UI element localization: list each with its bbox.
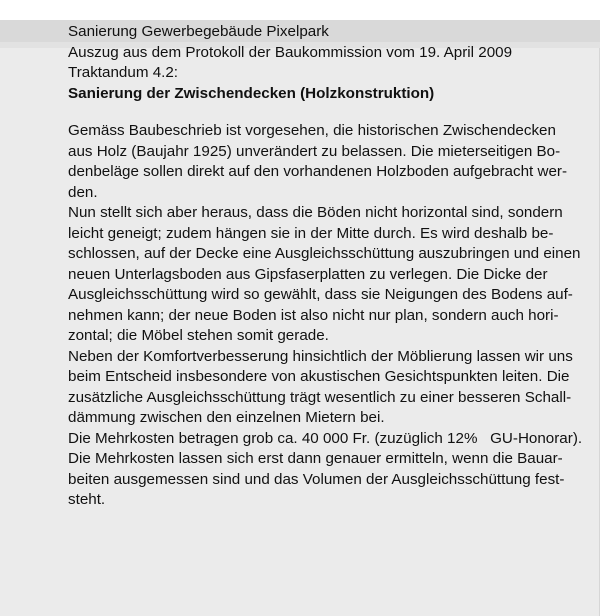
paragraph-3 (68, 347, 594, 429)
text-line: Die Mehrkosten lassen sich erst dann genauer ermitteln, wenn die Bauar- (68, 450, 563, 467)
paragraph-1 (68, 121, 594, 203)
paragraph-5 (68, 449, 594, 511)
text-line: zusätzliche Ausgleichsschüttung trägt wesentlich zu einer besseren Schall- (68, 388, 572, 406)
text-line: dämmung zwischen den einzelnen Mietern bei. (68, 409, 385, 426)
text-line: zontal; die Möbel stehen somit gerade. (68, 327, 329, 344)
text-line: neuen Unterlagsboden aus Gipsfaserplatten zu verlegen. Die Dicke der (68, 265, 548, 283)
agenda-item: Traktandum 4.2: (68, 64, 179, 81)
text-line: schlossen, auf der Decke eine Ausgleichsschüttung auszubringen und einen (68, 245, 581, 262)
text-line: leicht geneigt; zudem hängen sie in der Mitte durch. Es wird deshalb be- (68, 224, 554, 242)
text-line: denbeläge sollen direkt auf den vorhandenen Holzboden aufgebracht wer- (68, 163, 568, 180)
paragraph-costs (68, 429, 594, 450)
paragraph-2 (68, 203, 594, 347)
text-line: Nun stellt sich aber heraus, dass die Böden nicht horizontal sind, sondern (68, 204, 563, 221)
text-line: aus Holz (Baujahr 1925) unverändert zu belassen. Die mieterseitigen Bo- (68, 142, 561, 160)
protocol-excerpt-title: Auszug aus dem Protokoll der Baukommission vom 19. April 2009 (68, 43, 513, 61)
top-margin (0, 0, 600, 20)
text-line: Die Mehrkosten betragen grob ca. 40 000 Fr. (zuzüglich 12% GU-Honorar). (68, 429, 583, 447)
text-line: den. (68, 183, 98, 201)
text-line: Ausgleichsschüttung wird so gewählt, dass sie Neigungen des Bodens auf- (68, 286, 573, 303)
text-line: Gemäss Baubeschrieb ist vorgesehen, die historischen Zwischendecken (68, 122, 556, 139)
subject-heading: Sanierung der Zwischendecken (Holzkonstruktion) (68, 84, 435, 102)
text-line: steht. (68, 491, 106, 508)
text-line: nehmen kann; der neue Boden ist also nicht nur plan, sondern auch hori- (68, 306, 559, 324)
text-line: beim Entscheid insbesondere von akustischen Gesichtspunkten leiten. Die (68, 368, 570, 385)
text-line: beiten ausgemessen sind und das Volumen der Ausgleichsschüttung fest- (68, 470, 565, 488)
text-line: Neben der Komfortverbesserung hinsichtlich der Möblierung lassen wir uns (68, 347, 573, 365)
document-content (68, 22, 594, 511)
document-header: Sanierung Gewerbegebäude Pixelpark (68, 23, 329, 40)
